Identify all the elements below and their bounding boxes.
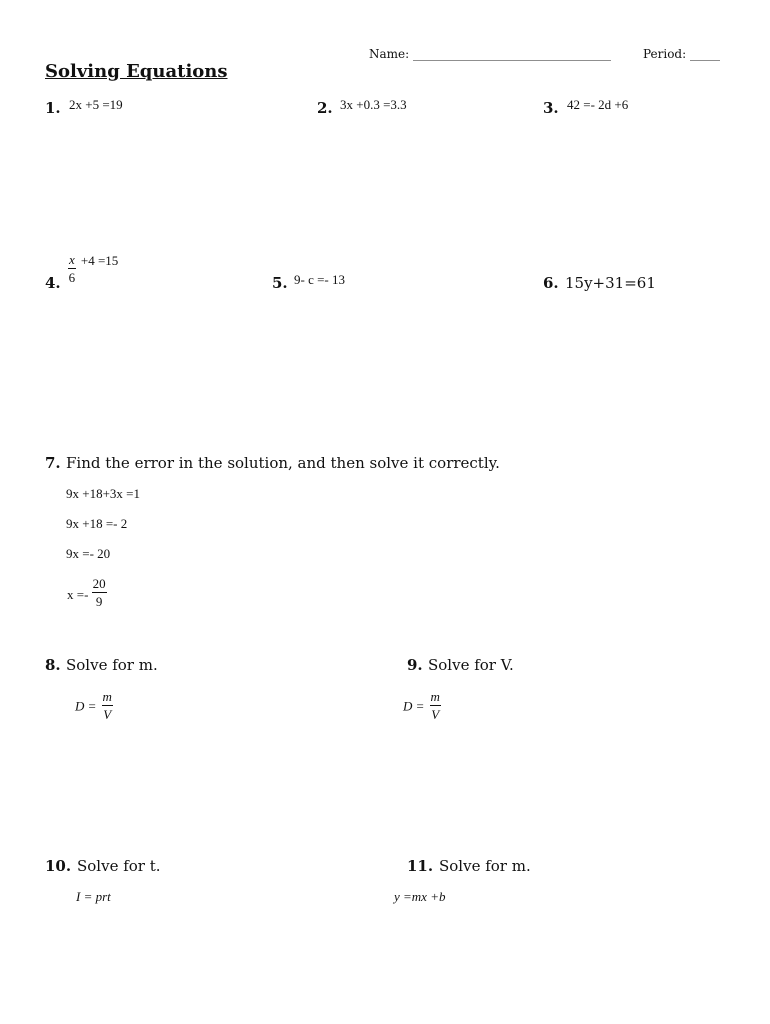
problem-4-number: 4. — [45, 274, 61, 292]
problem-2-number: 2. — [317, 99, 333, 117]
problem-7-step-4 — [67, 576, 107, 610]
problem-7-step-4-fraction — [92, 576, 107, 610]
problem-10-equation: I = prt — [76, 889, 111, 904]
problem-10-number: 10. — [45, 857, 72, 875]
problem-1-number: 1. — [45, 99, 61, 117]
problem-7-prompt: Find the error in the solution, and then solve it correctly. — [66, 454, 500, 472]
problem-8-equation — [75, 689, 113, 723]
problem-3-number: 3. — [543, 99, 559, 117]
problem-3-equation: 42 =- 2d +6 — [567, 97, 629, 112]
problem-8-number: 8. — [45, 656, 61, 674]
problem-4-frac-denominator: 6 — [68, 270, 76, 285]
problem-5-number: 5. — [272, 274, 288, 292]
problem-6-equation: 15y+31=61 — [565, 274, 656, 292]
problem-7-step-1: 9x +18+3x =1 — [66, 486, 140, 501]
problem-11-equation: y =mx +b — [394, 889, 446, 904]
problem-4-frac-numerator: x — [69, 252, 75, 267]
problem-11-number: 11. — [407, 857, 434, 875]
problem-9-frac-denominator: V — [431, 707, 440, 722]
problem-7-step-2: 9x +18 =- 2 — [66, 516, 128, 531]
name-field-label: Name: _________________________________ — [369, 47, 611, 61]
problem-4-equation-rest: +4 =15 — [80, 252, 119, 268]
problem-7-frac-denominator: 9 — [95, 594, 103, 609]
period-field-label: Period: _____ — [643, 47, 720, 61]
page-title: Solving Equations — [45, 61, 228, 82]
problem-8-frac-numerator: m — [102, 689, 112, 704]
problem-9-equation — [403, 689, 441, 723]
problem-2-equation: 3x +0.3 =3.3 — [340, 97, 407, 112]
problem-1-equation: 2x +5 =19 — [69, 97, 123, 112]
problem-7-number: 7. — [45, 454, 61, 472]
problem-4-fraction — [68, 252, 76, 286]
problem-7-step-3: 9x =- 20 — [66, 546, 111, 561]
problem-9-fraction — [430, 689, 441, 723]
problem-7-frac-numerator: 20 — [92, 576, 106, 591]
problem-7-step-4-lhs: x =- — [67, 586, 92, 602]
problem-9-number: 9. — [407, 656, 423, 674]
problem-8-lhs: D = — [75, 698, 97, 714]
problem-11-prompt: Solve for m. — [439, 857, 531, 875]
problem-8-frac-denominator: V — [103, 707, 112, 722]
problem-9-frac-numerator: m — [430, 689, 440, 704]
problem-5-equation: 9- c =- 13 — [294, 272, 346, 287]
problem-10-prompt: Solve for t. — [77, 857, 161, 875]
problem-8-prompt: Solve for m. — [66, 656, 158, 674]
problem-9-lhs: D = — [403, 698, 425, 714]
problem-4-equation — [68, 252, 118, 286]
problem-9-prompt: Solve for V. — [428, 656, 514, 674]
problem-6-number: 6. — [543, 274, 559, 292]
problem-8-fraction — [102, 689, 113, 723]
